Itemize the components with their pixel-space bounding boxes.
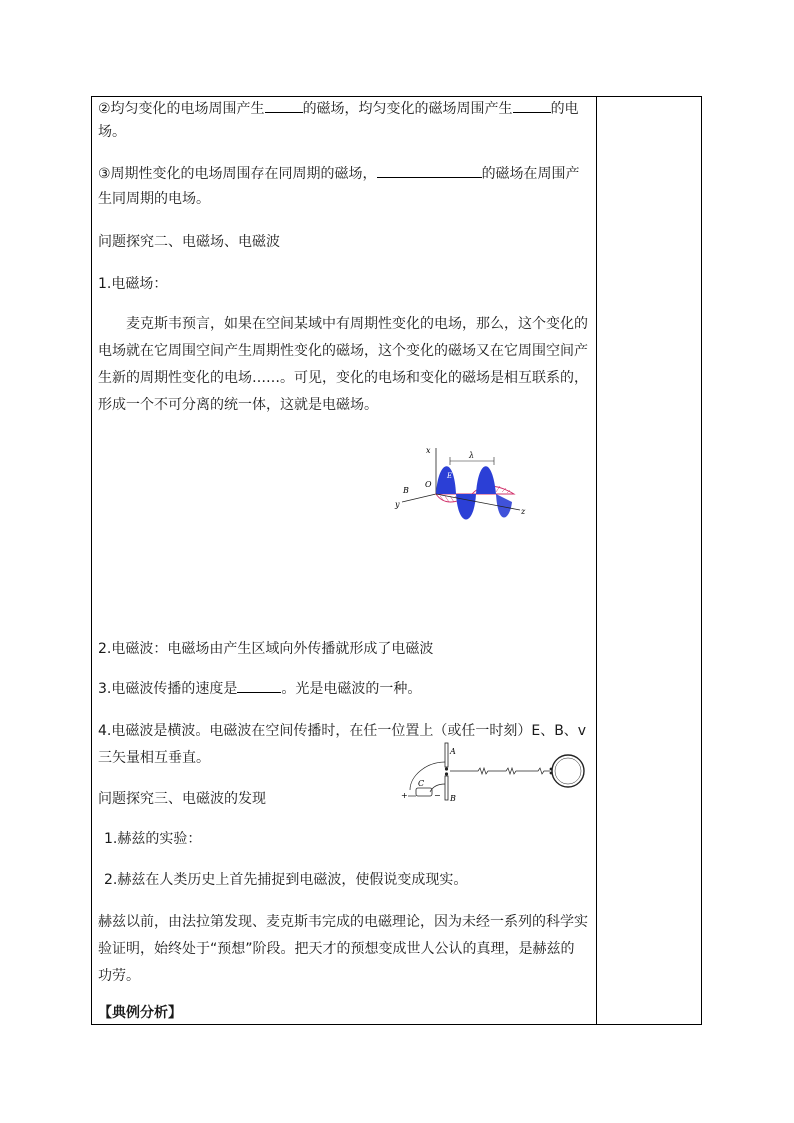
text-line	[98, 100, 579, 118]
e-label: E	[447, 472, 453, 480]
subheading: 1.电磁场：	[98, 276, 168, 292]
wavelength-label: λ	[469, 451, 475, 460]
rod-b	[445, 776, 448, 800]
paragraph-line: 赫兹以前，由法拉第发现、麦克斯韦完成的电磁理论，因为未经一系列的科学实	[98, 914, 588, 930]
minus-sign: −	[434, 791, 441, 800]
text-line: 2.电磁波：电磁场由产生区域向外传播就形成了电磁波	[98, 641, 434, 657]
text-line: 生同周期的电场。	[98, 191, 210, 207]
text-segment: 的磁场在周围产	[481, 166, 580, 182]
text-segment: ②均匀变化的电场周围产生	[98, 101, 265, 117]
y-axis-label: y	[395, 500, 400, 509]
paragraph-line: 功劳。	[98, 968, 140, 984]
e-field-lobe	[476, 466, 496, 494]
text-segment: 的磁场，均匀变化的磁场周围产生	[302, 101, 513, 117]
x-axis-label: x	[426, 446, 431, 455]
section-heading: 问题探究二、电磁场、电磁波	[98, 234, 280, 250]
text-line: 1.赫兹的实验：	[104, 831, 202, 847]
section-label: 【典例分析】	[98, 1005, 182, 1021]
spark-gap	[550, 768, 553, 771]
text-segment: 3.电磁波传播的速度是	[98, 681, 238, 697]
text-segment: 。光是电磁波的一种。	[281, 681, 422, 697]
text-segment: 的电	[550, 101, 579, 117]
text-segment: ③周期性变化的电场周围存在同周期的磁场，	[98, 166, 377, 182]
text-line: 2.赫兹在人类历史上首先捕捉到电磁波，使假说变成现实。	[104, 872, 468, 888]
y-axis	[402, 494, 436, 502]
receiver-loop	[552, 755, 584, 787]
section-heading: 问题探究三、电磁波的发现	[98, 791, 266, 807]
b-label: B	[403, 486, 409, 495]
propagating-wave	[450, 768, 550, 774]
answer-blank	[237, 680, 281, 693]
label-a: A	[450, 747, 456, 756]
origin-label: O	[425, 480, 432, 489]
hertz-apparatus-figure	[398, 740, 590, 810]
paragraph-line: 生新的周期性变化的电场……。可见，变化的电场和变化的磁场是相互联系的，	[98, 370, 588, 386]
paragraph-line: 麦克斯韦预言，如果在空间某域中有周期性变化的电场，那么，这个变化的	[126, 316, 588, 332]
text-line: 三矢量相互垂直。	[98, 750, 210, 766]
answer-blank	[377, 165, 482, 178]
text-line	[98, 680, 421, 698]
paragraph-line: 电场就在它周围空间产生周期性变化的磁场，这个变化的磁场又在它周围空间产	[98, 343, 588, 359]
text-line: 场。	[98, 124, 126, 140]
column-divider	[596, 97, 597, 1024]
answer-blank	[513, 100, 551, 113]
text-line	[98, 165, 580, 183]
induction-coil	[416, 788, 432, 796]
paragraph-line: 形成一个不可分离的统一体，这就是电磁场。	[98, 397, 378, 413]
answer-blank	[265, 100, 303, 113]
text-line: 4.电磁波是横波。电磁波在空间传播时，在任一位置上（或任一时刻）E、B、v	[98, 723, 587, 739]
em-wave-figure	[392, 440, 532, 525]
paragraph-line: 验证明，始终处于“预想”阶段。把天才的预想变成世人公认的真理，是赫兹的	[98, 941, 575, 957]
plus-sign: +	[401, 791, 408, 800]
z-axis-label: z	[521, 507, 526, 516]
label-c: C	[418, 779, 425, 788]
e-field-lobe	[436, 466, 456, 494]
e-field-lobe	[456, 494, 476, 520]
label-b: B	[450, 794, 456, 803]
rod-a	[445, 743, 448, 767]
